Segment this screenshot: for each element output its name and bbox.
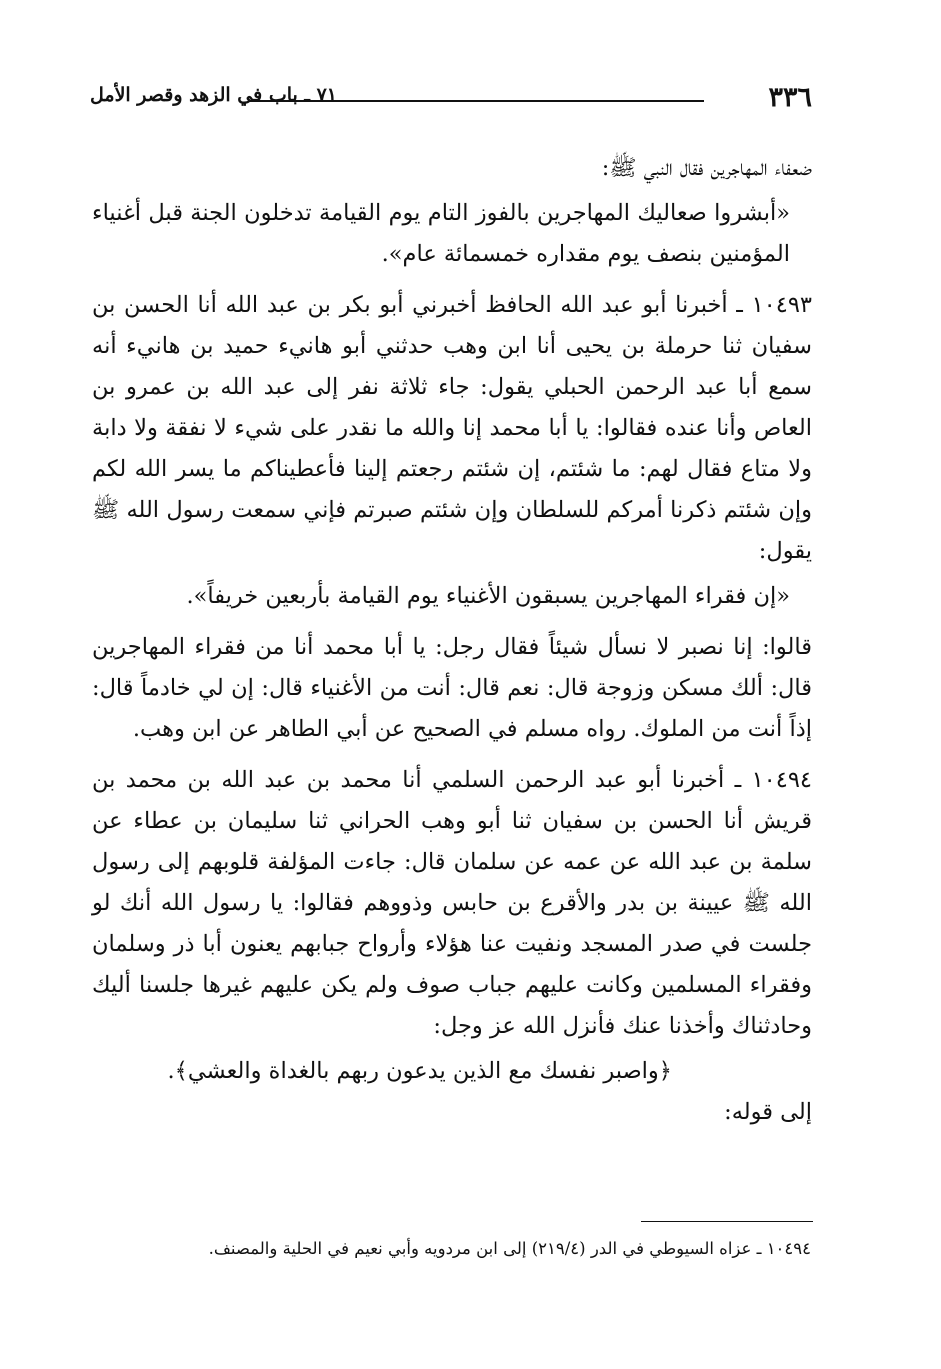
- quran-verse: ﴿واصبر نفسك مع الذين يدعون ربهم بالغداة والعشي﴾.: [167, 1058, 672, 1084]
- page-header: [90, 78, 812, 118]
- page-number: ٣٣٦: [768, 82, 812, 113]
- text-paragraph: قالوا: إنا نصبر لا نسأل شيئاً فقال رجل: يا أبا محمد أنا من فقراء المهاجرين قال: ألك مسكن وزوجة قال: نعم قال: أنت من الأغنياء قال: إن لي خادماً قال: إذاً أنت من الملوك. رواه مسلم في الصحيح عن أبي الطاهر عن ابن وهب.: [92, 634, 812, 742]
- text-line: إلى قوله:: [724, 1099, 812, 1125]
- footnote: ١٠٤٩٤ ـ عزاه السيوطي في الدر (٢١٩/٤) إلى ابن مردويه وأبي نعيم في الحلية والمصنف.: [208, 1239, 811, 1258]
- hadith-quote: «إن فقراء المهاجرين يسبقون الأغنياء يوم القيامة بأربعين خريفاً».: [186, 583, 790, 609]
- hadith-paragraph-10493: ١٠٤٩٣ ـ أخبرنا أبو عبد الله الحافظ أخبرني أبو بكر بن عبد الله أنا الحسن بن سفيان ثنا حرملة بن يحيى أنا ابن وهب حدثني أبو هانيء حميد بن هانيء أنه سمع أبا عبد الرحمن الحبلي يقول: جاء ثلاثة نفر إلى عبد الله بن عمرو بن العاص وأنا عنده فقالوا: يا أبا محمد إنا والله ما نقدر على شيء لا نفقة ولا دابة ولا متاع فقال لهم: ما شئتم، إن شئتم رجعتم إلينا فأعطيناكم ما يسر الله لكم وإن شئتم ذكرنا أمركم للسلطان وإن شئتم صبرتم فإني سمعت رسول الله ﷺ يقول:: [92, 292, 812, 564]
- chapter-title: ٧١ ـ باب في الزهد وقصر الأمل: [90, 84, 338, 106]
- footnote-rule: [641, 1221, 813, 1222]
- main-text: [92, 142, 812, 1133]
- hadith-paragraph-10494: ١٠٤٩٤ ـ أخبرنا أبو عبد الرحمن السلمي أنا محمد بن عبد الله بن محمد بن قريش أنا الحسن بن سفيان ثنا أبو وهب الحراني ثنا سليمان بن عطاء عن سلمة بن عبد الله عن عمه عن سلمان قال: جاءت المؤلفة قلوبهم إلى رسول الله ﷺ عيينة بن بدر والأقرع بن حابس وذووهم فقالوا: يا رسول الله أنك لو جلست في صدر المسجد ونفيت عنا هؤلاء وأرواح جبابهم يعنون أبا ذر وسلمان وفقراء المسلمين وكانت عليهم جباب صوف ولم يكن عليهم غيرها جلسنا أليك وحادثناك وأخذنا عنك فأنزل الله عز وجل:: [92, 767, 812, 1039]
- text-line: ضعفاء المهاجرين فقال النبي ﷺ:: [601, 155, 812, 181]
- hadith-quote: «أبشروا صعاليك المهاجرين بالفوز التام يوم القيامة تدخلون الجنة قبل أغنياء المؤمنين بنصف يوم مقداره خمسمائة عام».: [92, 200, 790, 267]
